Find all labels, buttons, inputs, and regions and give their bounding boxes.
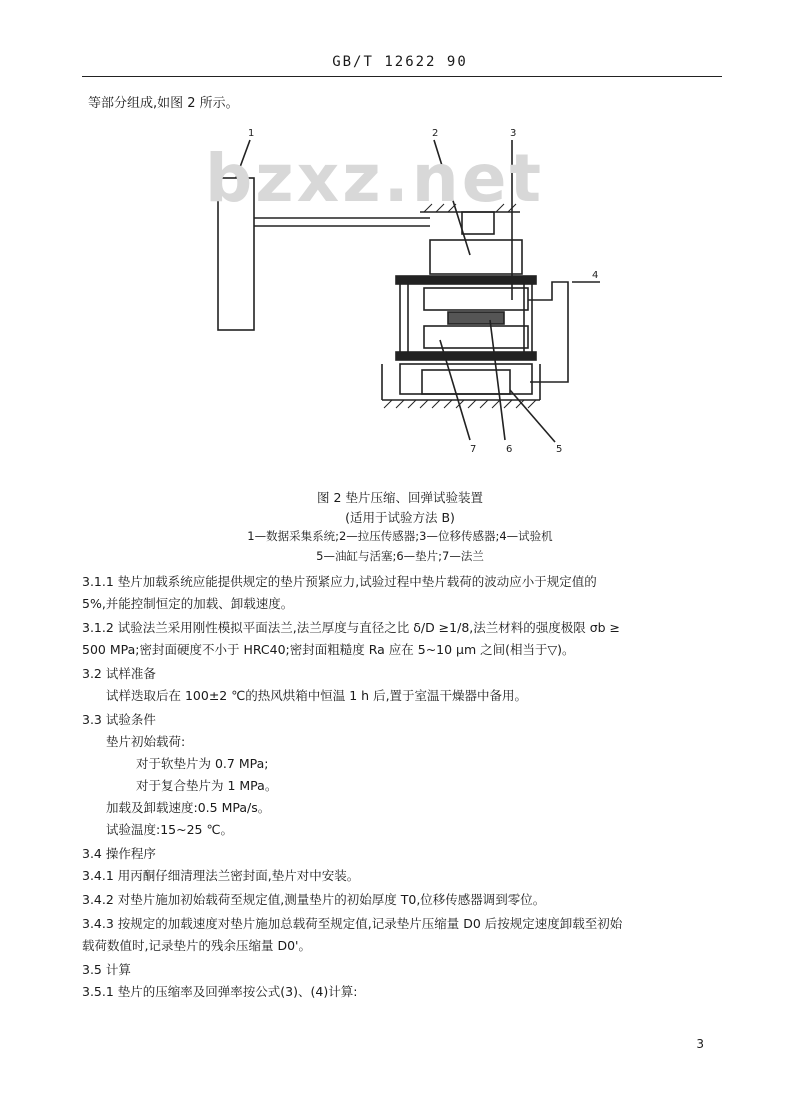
clause-3-4-heading: 3.4 操作程序 — [82, 846, 156, 861]
figure-legend-1: 1—数据采集系统;2—拉压传感器;3—位移传感器;4—试验机 — [247, 529, 553, 543]
test-apparatus-figure — [0, 0, 800, 480]
figure-caption: 图 2 垫片压缩、回弹试验装置 — [317, 490, 483, 505]
figure-legend-2: 5—油缸与活塞;6—垫片;7—法兰 — [316, 549, 484, 563]
clause-3-3-composite-gasket: 对于复合垫片为 1 MPa。 — [136, 778, 278, 793]
label-1: 1 — [248, 128, 255, 139]
clause-3-4-3-line2: 载荷数值时,记录垫片的残余压缩量 D0'。 — [82, 938, 311, 953]
hydraulic-cylinder — [400, 364, 532, 394]
page-number: 3 — [696, 1037, 704, 1051]
clause-3-3-rate: 加载及卸载速度:0.5 MPa/s。 — [106, 800, 271, 815]
intro-text: 等部分组成,如图 2 所示。 — [88, 96, 239, 111]
load-cell — [430, 240, 522, 274]
label-7: 7 — [470, 444, 477, 455]
running-header: GB/T 12622 90 — [332, 54, 468, 70]
clause-3-1-1-line2: 5%,并能控制恒定的加载、卸载速度。 — [82, 596, 294, 611]
label-4: 4 — [592, 270, 599, 281]
clause-3-1-1-line1: 3.1.1 垫片加载系统应能提供规定的垫片预紧应力,试验过程中垫片载荷的波动应小于规定值的 — [82, 574, 597, 589]
watermark: bzxz.net — [205, 140, 545, 217]
clause-3-3-temperature: 试验温度:15~25 ℃。 — [106, 822, 234, 837]
clause-3-4-2: 3.4.2 对垫片施加初始载荷至规定值,测量垫片的初始厚度 T0,位移传感器调到零位。 — [82, 892, 546, 907]
clause-3-4-3-line1: 3.4.3 按规定的加载速度对垫片施加总载荷至规定值,记录垫片压缩量 D0 后按规定速度卸载至初始 — [82, 916, 623, 931]
clause-3-5-heading: 3.5 计算 — [82, 962, 131, 977]
label-2: 2 — [432, 128, 439, 139]
clause-3-1-2-line2: 500 MPa;密封面硬度不小于 HRC40;密封面粗糙度 Ra 应在 5~10 μm 之间(相当于▽)。 — [82, 642, 575, 657]
clause-3-3-soft-gasket: 对于软垫片为 0.7 MPa; — [136, 756, 269, 771]
clause-3-3-heading: 3.3 试验条件 — [82, 712, 156, 727]
clause-3-3-initial-load: 垫片初始载荷: — [106, 734, 186, 749]
label-5: 5 — [556, 444, 563, 455]
label-6: 6 — [506, 444, 513, 455]
clause-3-1-2-line1: 3.1.2 试验法兰采用刚性模拟平面法兰,法兰厚度与直径之比 δ/D ≥1/8,法兰材料的强度极限 σb ≥ — [82, 620, 621, 635]
clause-3-2-text: 试样迭取后在 100±2 ℃的热风烘箱中恒温 1 h 后,置于室温干燥器中备用。 — [106, 688, 528, 703]
clause-3-2-heading: 3.2 试样准备 — [82, 666, 156, 681]
clause-3-4-1: 3.4.1 用丙酮仔细清理法兰密封面,垫片对中安装。 — [82, 868, 360, 883]
label-3: 3 — [510, 128, 517, 139]
clause-3-5-1: 3.5.1 垫片的压缩率及回弹率按公式(3)、(4)计算: — [82, 984, 358, 999]
figure-subcaption: (适用于试验方法 B) — [345, 510, 455, 525]
